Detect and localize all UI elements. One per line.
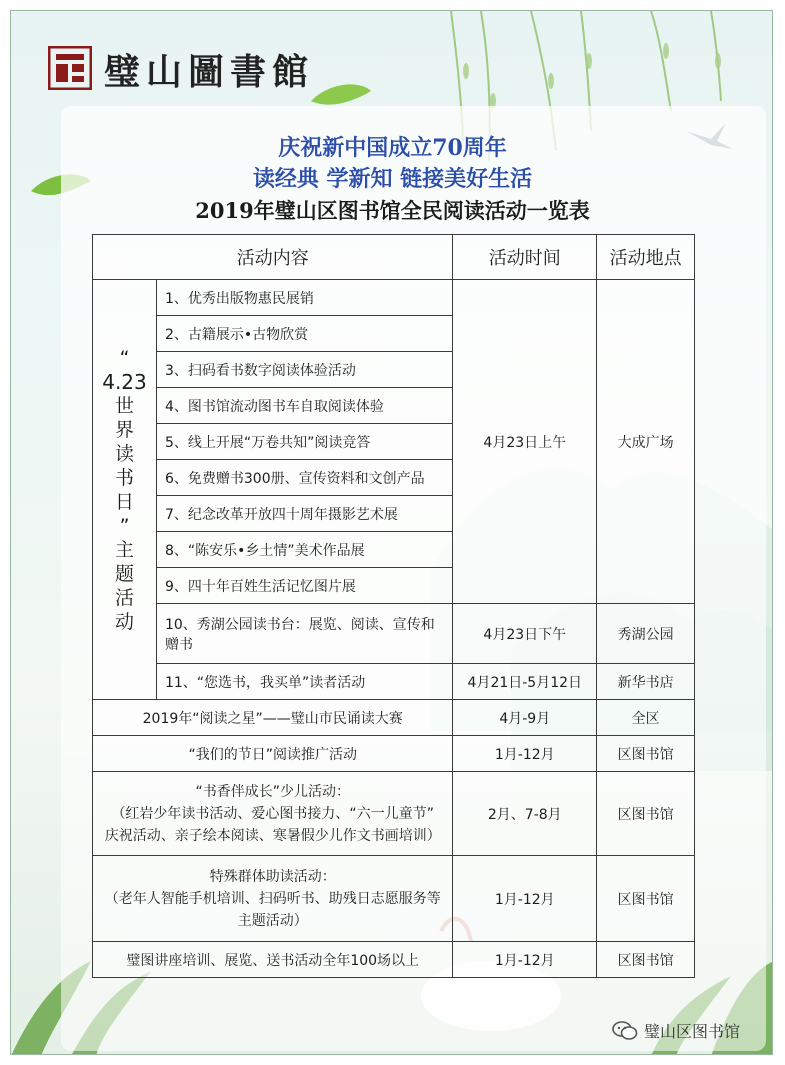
group-label-char: 主	[114, 538, 134, 561]
group-label-char: 动	[114, 610, 134, 633]
group-item: 5、线上开展“万卷共知”阅读竞答	[156, 424, 452, 460]
group-item: 7、纪念改革开放四十周年摄影艺术展	[156, 496, 452, 532]
group-place-2: 秀湖公园	[597, 604, 695, 664]
header-place: 活动地点	[597, 235, 695, 280]
group-label-char: 读	[114, 442, 134, 465]
group-item: 11、“您选书，我买单”读者活动	[156, 664, 452, 700]
title-line-3: 2019年璧山区图书馆全民阅读活动一览表	[195, 198, 590, 223]
group-place-3: 新华书店	[597, 664, 695, 700]
table-header-row	[93, 235, 695, 280]
group-label-cell	[93, 280, 157, 700]
group-label-char: 日	[114, 490, 134, 513]
group-label-quote-close: ”	[119, 514, 130, 537]
library-logo-text: 璧山圖書館	[104, 51, 315, 93]
row-content-line: “书香伴成长”少儿活动：	[195, 783, 350, 800]
group-label-quote-open: “	[119, 346, 130, 369]
footer-watermark	[612, 1019, 740, 1042]
row-content	[93, 700, 453, 736]
table-row	[93, 856, 695, 942]
title-line-2: 读经典 学新知 链接美好生活	[252, 166, 533, 192]
group-place-1: 大成广场	[597, 280, 695, 604]
table-row	[93, 700, 695, 736]
group-label-char: 界	[114, 418, 134, 441]
footer-text: 璧山区图书馆	[644, 1022, 741, 1041]
group-item: 2、古籍展示•古物欣赏	[156, 316, 452, 352]
row-content-line: 庆祝活动、亲子绘本阅读、寒暑假少儿作文书画培训）	[104, 827, 441, 844]
table-row	[93, 772, 695, 856]
row-content-line: （红岩少年读书活动、爱心图书接力、“六一儿童节”	[111, 805, 434, 822]
group-label-char: 书	[114, 466, 134, 489]
row-place: 全区	[597, 700, 695, 736]
library-seal-logo	[48, 46, 92, 90]
row-time: 2月、7-8月	[453, 772, 597, 856]
row-content-line: 主题活动）	[237, 912, 308, 929]
group-label-vertical	[97, 346, 152, 634]
row-content	[93, 942, 453, 978]
group-item: 1、优秀出版物惠民展销	[156, 280, 452, 316]
group-item: 8、“陈安乐•乡土情”美术作品展	[156, 532, 452, 568]
group-item: 4、图书馆流动图书车自取阅读体验	[156, 388, 452, 424]
group-item: 3、扫码看书数字阅读体验活动	[156, 352, 452, 388]
row-content	[93, 772, 453, 856]
row-time: 4月-9月	[453, 700, 597, 736]
table-row	[93, 280, 695, 316]
row-time: 1月-12月	[453, 736, 597, 772]
row-time: 1月-12月	[453, 942, 597, 978]
group-item: 6、免费赠书300册、宣传资料和文创产品	[156, 460, 452, 496]
title-line-1: 庆祝新中国成立70周年	[278, 135, 507, 161]
wechat-icon	[612, 1021, 638, 1041]
header-content: 活动内容	[93, 235, 453, 280]
row-place: 区图书馆	[597, 856, 695, 942]
row-content-line: （老年人智能手机培训、扫码听书、助残日志愿服务等	[104, 890, 441, 907]
header-time: 活动时间	[453, 235, 597, 280]
row-place: 区图书馆	[597, 772, 695, 856]
row-content-line: “我们的节日”阅读推广活动	[188, 746, 357, 763]
group-item: 9、四十年百姓生活记忆图片展	[156, 568, 452, 604]
group-time-1: 4月23日上午	[453, 280, 597, 604]
row-content-line: 璧图讲座培训、展览、送书活动全年100场以上	[126, 952, 420, 969]
table-row	[93, 604, 695, 664]
row-content-line: 特殊群体助读活动：	[209, 868, 336, 885]
row-place: 区图书馆	[597, 942, 695, 978]
group-time-2: 4月23日下午	[453, 604, 597, 664]
group-time-3: 4月21日-5月12日	[453, 664, 597, 700]
activity-table	[92, 234, 695, 978]
group-label-char: 题	[114, 562, 134, 585]
table-row	[93, 664, 695, 700]
row-time: 1月-12月	[453, 856, 597, 942]
row-content	[93, 856, 453, 942]
row-content	[93, 736, 453, 772]
table-row	[93, 942, 695, 978]
group-label-number: 4.23	[102, 369, 147, 394]
row-content-line: 2019年“阅读之星”——璧山市民诵读大赛	[142, 710, 403, 727]
group-label-char: 活	[114, 586, 134, 609]
group-item: 10、秀湖公园读书台：展览、阅读、宣传和赠书	[156, 604, 452, 664]
table-row	[93, 736, 695, 772]
row-place: 区图书馆	[597, 736, 695, 772]
group-label-char: 世	[114, 394, 134, 417]
